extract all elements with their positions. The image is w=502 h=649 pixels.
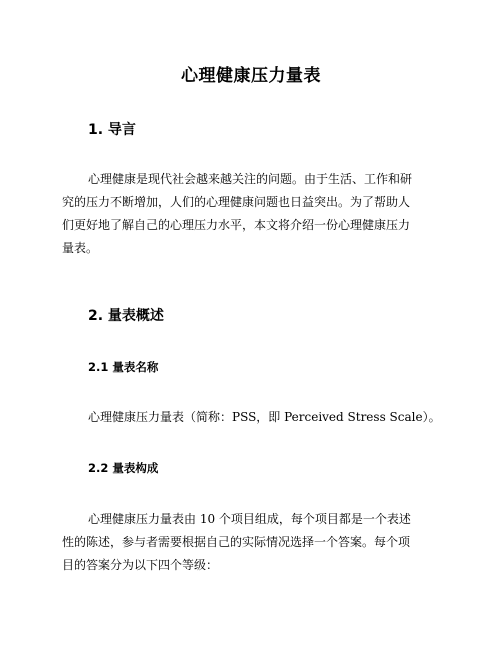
- paragraph-line: 性的陈述，参与者需要根据自己的实际情况选择一个答案。每个项: [62, 535, 411, 549]
- section-heading-introduction: 1. 导言: [88, 122, 136, 138]
- paragraph-line: 们更好地了解自己的心理压力水平，本文将介绍一份心理健康压力: [62, 218, 411, 232]
- scale-name-paragraph: [88, 406, 460, 429]
- section-heading-overview: 2. 量表概述: [88, 308, 164, 324]
- paragraph-line: 心理健康压力量表由 10 个项目组成，每个项目都是一个表述: [88, 512, 411, 526]
- subsection-heading-scale-composition: 2.2 量表构成: [88, 461, 159, 475]
- paragraph-line: 目的答案分为以下四个等级：: [62, 558, 219, 572]
- paragraph-line: 量表。: [62, 241, 99, 255]
- introduction-paragraph: [62, 168, 460, 260]
- subsection-heading-scale-name: 2.1 量表名称: [88, 360, 159, 374]
- document-title: 心理健康压力量表: [181, 66, 321, 86]
- paragraph-line: 心理健康压力量表（简称：PSS，即 Perceived Stress Scale）。: [88, 410, 441, 424]
- paragraph-line: 究的压力不断增加，人们的心理健康问题也日益突出。为了帮助人: [62, 195, 411, 209]
- scale-composition-paragraph: [62, 508, 460, 577]
- paragraph-line: 心理健康是现代社会越来越关注的问题。由于生活、工作和研: [88, 172, 413, 186]
